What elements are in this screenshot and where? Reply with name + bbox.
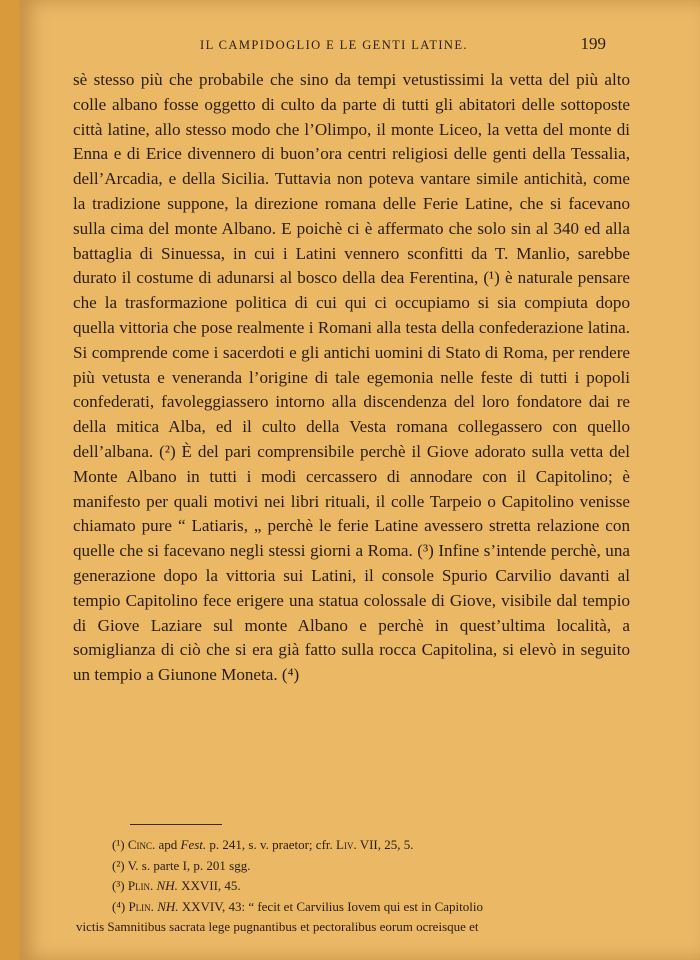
footnote-source: Fest. (180, 837, 207, 852)
page-header (20, 30, 700, 60)
footnote-author: Liv. (336, 837, 357, 852)
footnote-divider (130, 824, 222, 825)
footnote-2 (76, 856, 632, 877)
footnote-text: VII, 25, 5. (356, 837, 414, 852)
footnote-mark: (²) (112, 857, 125, 873)
footnote-mark: (¹) (112, 837, 125, 852)
footnote-3 (76, 876, 632, 897)
running-title: IL CAMPIDOGLIO E LE GENTI LATINE. (200, 38, 468, 52)
footnote-text: V. s. parte I, p. 201 sgg. (127, 857, 251, 873)
footnote-mark: (³) (112, 878, 125, 893)
footnote-mark: (⁴) (112, 898, 126, 914)
paragraph-text: sè stesso più che probabile che sino da tempi vetustissimi la vetta del più alto colle albano fosse oggetto di culto da parte di tutti gli abitatori delle sottoposte città latine, allo stesso modo che l’Olimpo, il monte Liceo, la vetta del monte di Enna e di Erice divennero di buon’ora centri religiosi delle genti della Tessalia, dell’Arcadia, e della Sicilia. Tuttavia non poteva vantare simile antichità, come la tradizione suppone, la direzione romana delle Ferie Latine, che si facevano sulla cima del monte Albano. E poichè ci è affermato che solo sin al 340 ed alla battaglia di Sinuessa, in cui i Latini vennero sconfitti da T. Manlio, sarebbe durato il costume di adunarsi al bosco della dea Ferentina, (¹) è naturale pensare che la trasformazione politica di cui qui ci occupiamo si sia compiuta dopo quella vittoria che pose realmente i Romani alla testa della confederazione latina. Si comprende come i sacerdoti e gli antichi uomini di Stato di Roma, per rendere più vetusta e veneranda l’origine di tale egemonia nelle feste di tutti i popoli confederati, favoleggiassero intorno alla discendenza del loro fondatore dai re della mitica Alba, ed il culto della Vesta romana collegassero con quello dell’albana. (²) È del pari comprensibile perchè il Giove adorato sulla vetta del Monte Albano in tutti i modi cercassero di annodare con il Capitolino; è manifesto per quali motivi nei libri rituali, il colle Tarpeio o Capitolino venisse chiamato pure “ Latiaris, „ perchè le ferie Latine avessero stretta relazione con quelle che si facevano negli stessi giorni a Roma. (³) Infine s’intende perchè, una generazione dopo la vittoria sui Latini, il console Spurio Carvilio davanti al tempio Capitolino fece erigere una statua colossale di Giove, visibile dal tempio di Giove Laziare sul monte Albano e perchè in quest’ultima località, a somiglianza di ciò che si era già fatto sulla rocca Capitolina, si elevò in seguito un tempio a Giunone Moneta. (⁴) (73, 70, 630, 685)
footnote-1 (76, 835, 632, 856)
footnote-author: Cinc. (127, 837, 156, 852)
footnote-author: Plin. (128, 898, 154, 914)
footnote-source: NH. (156, 878, 178, 893)
footnote-text: XXVIV, 43: “ fecit et Carvilius Iovem qui est in Capitolio (178, 898, 483, 914)
footnote-text: p. 241, s. v. praetor; cfr. (206, 837, 337, 852)
page-number: 199 (580, 34, 606, 53)
footnote-author: Plin. (127, 878, 154, 893)
footnote-text: XXVII, 45. (177, 878, 241, 893)
footnotes (76, 835, 632, 938)
footnote-4 (76, 897, 632, 938)
footnote-source: NH. (157, 898, 179, 914)
footnote-text: apd (155, 837, 181, 852)
body-paragraph (73, 68, 630, 688)
footnote-continuation: victis Samnitibus sacrata lege pugnantibus et pectoralibus eorum ocreisque et (76, 919, 479, 934)
book-page (20, 0, 700, 960)
